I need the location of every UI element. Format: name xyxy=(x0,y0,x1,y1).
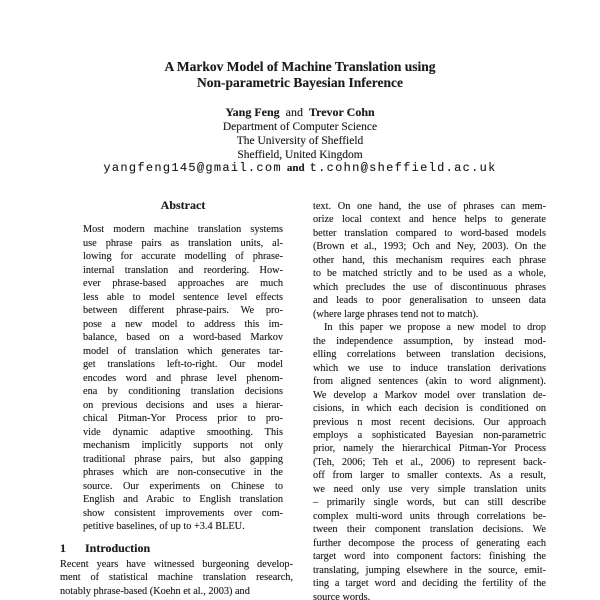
text-line: We develop a Markov model over translation de- xyxy=(313,389,546,401)
email-line xyxy=(0,160,600,175)
right-column xyxy=(313,200,546,600)
author-name-2: Trevor Cohn xyxy=(309,105,375,119)
text-line: phrases which are non-consecutive in the xyxy=(83,467,283,478)
email-conjunction: and xyxy=(286,162,305,174)
text-line: which precludes the use of discontinuous phrases xyxy=(313,281,546,293)
section-number: 1 xyxy=(60,541,66,555)
paper-title xyxy=(0,59,600,91)
text-line: further decompose the process of generating each xyxy=(313,537,546,549)
affiliation-city: Sheffield, United Kingdom xyxy=(237,149,363,161)
text-line: Most modern machine translation systems xyxy=(83,224,283,235)
text-line: get translations left-to-right. Our model xyxy=(83,359,283,370)
text-line: use phrase pairs as translation units, al- xyxy=(83,237,283,249)
text-line: pose a new model to address this im- xyxy=(83,318,283,330)
right-column-paragraph-1 xyxy=(313,200,546,321)
text-line: notably phrase-based (Koehn et al., 2003) and xyxy=(60,585,250,597)
text-line: the independence assumption, by instead mod- xyxy=(313,335,546,347)
section-heading-introduction xyxy=(60,541,293,556)
text-line: chical Pitman-Yor Process prior to pro- xyxy=(83,413,283,424)
introduction-body xyxy=(60,558,293,598)
authors-line xyxy=(0,105,600,120)
text-line: complex multi-word units through correlations be- xyxy=(313,510,546,522)
text-line: and leads to poor generalisation to unseen data xyxy=(313,295,546,307)
text-line: on previous decisions and uses a hierar- xyxy=(83,399,283,411)
text-line: source words. xyxy=(313,591,371,600)
text-line: tween their component translation decisions. We xyxy=(313,524,546,536)
paper-title-line-1: A Markov Model of Machine Translation using xyxy=(164,59,436,74)
text-line: vide dynamic adaptive smoothing. This xyxy=(83,426,283,438)
text-line: from aligned sentences (akin to word alignment). xyxy=(313,376,546,388)
text-line: we need only use very simple translation units xyxy=(313,483,546,495)
text-line: ever phrase-based approaches are much xyxy=(83,278,283,289)
text-line: – primarily single words, but can still describe xyxy=(313,497,546,509)
text-line: English and Arabic to English translation xyxy=(83,494,283,505)
text-line: lowing for accurate modelling of phrase- xyxy=(83,251,283,262)
text-line: balance, based on a word-based Markov xyxy=(83,332,283,343)
email-address-1: yangfeng145@gmail.com xyxy=(103,161,282,175)
text-line: show consistent improvements over com- xyxy=(83,507,283,519)
text-line: off from larger to smaller contexts. As a result, xyxy=(313,470,546,482)
abstract-heading: Abstract xyxy=(160,198,206,212)
abstract-body xyxy=(83,223,283,534)
text-line: ment of statistical machine translation research, xyxy=(60,572,293,584)
text-line: less able to model sentence level effects xyxy=(83,291,283,303)
text-line: orize local context and hence helps to generate xyxy=(313,214,546,226)
text-line: prior, namely the hierarchical Pitman-Yor Process xyxy=(313,443,546,455)
text-line: source. Our experiments on Chinese to xyxy=(83,480,283,492)
text-line: In this paper we propose a new model to drop xyxy=(324,322,546,334)
text-line: which we use to induce translation derivations xyxy=(313,362,546,374)
affiliation-university: The University of Sheffield xyxy=(236,135,364,147)
text-line: encodes word and phrase level phenom- xyxy=(83,372,283,384)
text-line: between different phrase-pairs. We pro- xyxy=(83,305,283,316)
text-line: petitive baselines, of up to +3.4 BLEU. xyxy=(83,521,245,532)
text-line: translating, jumping elsewhere in the source, emit- xyxy=(313,564,546,576)
text-line: model of translation which generates tar- xyxy=(83,345,283,357)
affiliation-block xyxy=(0,120,600,162)
text-line: Recent years have witnessed burgeoning develop- xyxy=(60,559,293,570)
text-line: target word into component factors: finishing the xyxy=(313,551,546,563)
text-line: elling correlations between translation decisions, xyxy=(313,349,546,361)
text-line: traditional phrase pairs, but also gapping xyxy=(83,453,283,465)
text-line: ting a target word and deciding the fertility of the xyxy=(313,578,546,590)
text-line: (where large phrases tend not to match). xyxy=(313,308,479,320)
text-line: ena by conditioning translation decisions xyxy=(83,386,283,397)
text-line: other hand, this mechanism requires each phrase xyxy=(313,254,546,266)
right-column-paragraph-2 xyxy=(313,321,546,600)
author-name-1: Yang Feng xyxy=(225,105,280,119)
text-line: previous n most recent decisions. Our approach xyxy=(313,416,546,428)
section-title: Introduction xyxy=(85,541,151,555)
text-line: cisions, in which each decision is conditioned on xyxy=(313,403,546,415)
text-line: to be matched strictly and to be used as a whole, xyxy=(313,268,546,280)
author-conjunction: and xyxy=(285,105,303,119)
text-line: mechanism implicitly supports not only xyxy=(83,440,283,451)
text-line: (Brown et al., 1993; Och and Ney, 2003). On the xyxy=(313,241,546,253)
affiliation-department: Department of Computer Science xyxy=(222,121,378,133)
email-address-2: t.cohn@sheffield.ac.uk xyxy=(309,161,497,175)
paper-title-line-2: Non-parametric Bayesian Inference xyxy=(197,75,403,90)
text-line: better translation compared to word-based models xyxy=(313,227,546,239)
text-line: text. On one hand, the use of phrases can mem- xyxy=(313,201,546,212)
text-line: employs a sophisticated Bayesian non-parametric xyxy=(313,429,546,441)
text-line: internal translation and reordering. How- xyxy=(83,264,283,276)
text-line: (Teh, 2006; Teh et al., 2006) to represent back- xyxy=(313,456,546,468)
